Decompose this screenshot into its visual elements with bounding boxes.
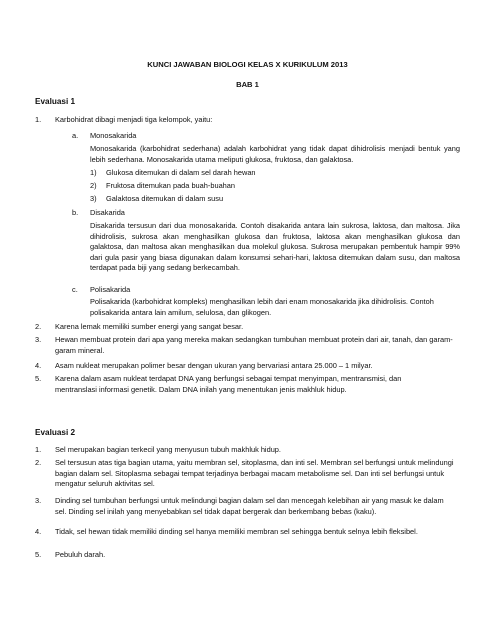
chapter-title: BAB 1	[236, 80, 259, 89]
sub-item-number: 2)	[90, 181, 97, 190]
sub-item-text: Glukosa ditemukan di dalam sel darah hewan	[106, 168, 256, 177]
sub-item-number: 1)	[90, 168, 97, 177]
list-number: 2.	[35, 458, 42, 467]
sub-heading-polisakarida: Polisakarida	[90, 285, 131, 294]
list-number: 1.	[35, 115, 42, 124]
list-number: 5.	[35, 374, 42, 383]
list-item-text: Sel merupakan bagian terkecil yang menyusun tubuh makhluk hidup.	[55, 445, 281, 454]
list-item-text: Karena lemak memiliki sumber energi yang sangat besar.	[55, 322, 244, 331]
list-number: 4.	[35, 527, 42, 536]
list-item-text: Hewan membuat protein dari apa yang mereka makan sedangkan tumbuhan membuat protein dari air, tanah, dan garam-garam mineral.	[55, 335, 453, 355]
evaluasi-1-heading: Evaluasi 1	[35, 97, 76, 106]
list-number: 3.	[35, 335, 42, 344]
sub-letter: c.	[72, 285, 78, 294]
list-number: 4.	[35, 361, 42, 370]
sub-item-text: Galaktosa ditemukan di dalam susu	[106, 194, 224, 203]
list-item-text: Karena dalam asam nukleat terdapat DNA yang berfungsi sebagai tempat menyimpan, mentransmisi, dan mentranslasi informasi genetik. Dalam DNA inilah yang menentukan jenis makhluk hidup.	[55, 374, 402, 394]
list-item-text: Dinding sel tumbuhan berfungsi untuk melindungi bagian dalam sel dan mencegah kelebihan air yang masuk ke dalam sel. Dinding sel inilah yang menyebabkan sel tidak dapat bergerak dan berkembang bebas (kaku).	[55, 496, 444, 516]
sub-heading-disakarida: Disakarida	[90, 208, 125, 217]
sub-letter: b.	[72, 208, 79, 217]
evaluasi-2-heading: Evaluasi 2	[35, 428, 76, 437]
list-item-text: Asam nukleat merupakan polimer besar dengan ukuran yang bervariasi antara 25.000 – 1 milyar.	[55, 361, 373, 370]
sub-letter: a.	[72, 131, 79, 140]
monosakarida-description: Monosakarida (karbohidrat sederhana) adalah karbohidrat yang tidak dapat dihidrolisis menjadi bentuk yang lebih sederhana. Monosakarida utama meliputi glukosa, fruktosa, dan galaktosa.	[90, 144, 460, 164]
disakarida-description: Disakarida tersusun dari dua monosakarida. Contoh disakarida antara lain sukrosa, laktosa, dan maltosa. Jika dihidrolisis, sukrosa akan menghasilkan glukosa dan fruktosa, laktosa akan menghasilkan glukosa dan galaktosa, dan maltosa akan menghasilkan dua molekul glukosa. Sukrosa merupakan pembentuk hampir 99% dari gula pasir yang biasa digunakan dalam konsumsi sehari-hari, laktosa ditemukan dalam susu, dan maltosa terdapat pada biji yang sedang berkecambah.	[90, 221, 460, 273]
sub-item-text: Fruktosa ditemukan pada buah-buahan	[106, 181, 236, 190]
document-title: KUNCI JAWABAN BIOLOGI KELAS X KURIKULUM 2013	[147, 60, 348, 69]
list-item-text: Sel tersusun atas tiga bagian utama, yaitu membran sel, sitoplasma, dan inti sel. Membran sel berfungsi untuk melindungi bagian dalam sel. Sitoplasma sebagai tempat terjadinya berbagai macam metabolisme sel. Dan inti sel berfungsi untuk mengatur seluruh aktivitas sel.	[55, 458, 454, 489]
list-number: 3.	[35, 496, 42, 505]
list-number: 5.	[35, 550, 42, 559]
list-item-text: Pebuluh darah.	[55, 550, 106, 559]
sub-item-number: 3)	[90, 194, 97, 203]
list-item-text: Tidak, sel hewan tidak memiliki dinding sel hanya memiliki membran sel sehingga bentuk selnya lebih fleksibel.	[55, 527, 418, 536]
list-item-text: Karbohidrat dibagi menjadi tiga kelompok, yaitu:	[55, 115, 213, 124]
list-number: 1.	[35, 445, 42, 454]
sub-heading-monosakarida: Monosakarida	[90, 131, 137, 140]
polisakarida-description: Polisakarida (karbohidrat kompleks) menghasilkan lebih dari enam monosakarida jika dihidrolisis. Contoh polisakarida antara lain amilum, selulosa, dan glikogen.	[90, 297, 434, 317]
list-number: 2.	[35, 322, 42, 331]
